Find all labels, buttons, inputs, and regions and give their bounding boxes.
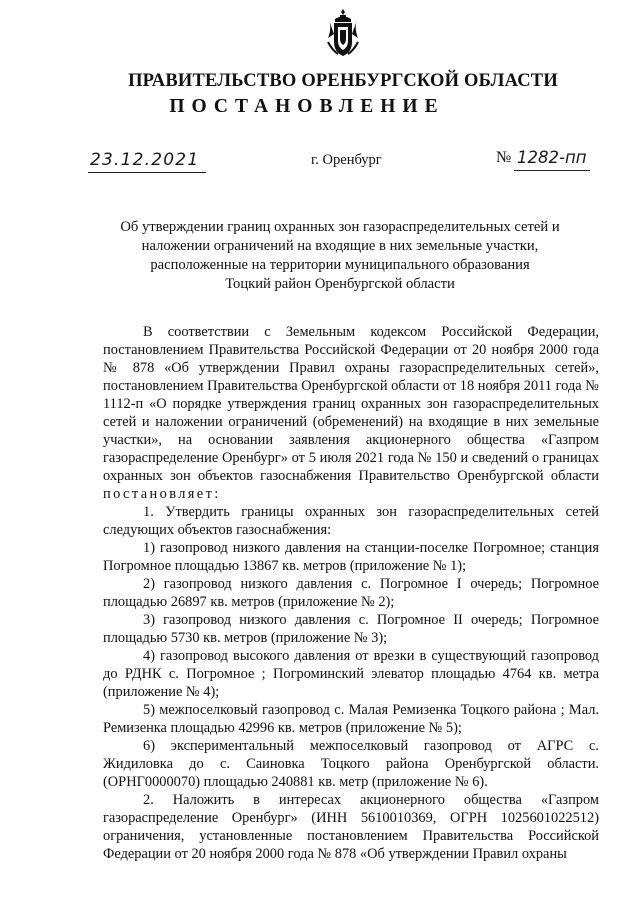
subitem-paragraph: 6) экспериментальный межпоселковый газопровод от АГРС с. Жидиловка до с. Саиновка Тоцкого района Оренбургской области.(ОРНГ0000070) площадью 240881 кв. метр (приложение № 6). bbox=[103, 738, 599, 790]
item-1-paragraph: 1. Утвердить границы охранных зон газораспределительных сетей следующих объектов газоснабжения: bbox=[103, 504, 599, 538]
number-underline bbox=[514, 170, 590, 171]
document-subject bbox=[110, 218, 570, 294]
subject-line: Тоцкий район Оренбургской области bbox=[225, 276, 455, 292]
document-type-title: ПОСТАНОВЛЕНИЕ bbox=[169, 96, 445, 117]
item-2-paragraph: 2. Наложить в интересах акционерного общества «Газпром газораспределение Оренбург» (ИНН 5610010369, ОГРН 1025601022512) ограничения, установленные постановлением Правительства Российской Федерации от 20 ноября 2000 года № 878 «Об утверждении Правил охраны bbox=[103, 792, 599, 862]
subitem-paragraph: 2) газопровод низкого давления с. Погромное I очередь; Погромное площадью 26897 кв. метров (приложение № 2); bbox=[103, 576, 599, 610]
date-underline bbox=[88, 172, 206, 173]
subject-line: расположенные на территории муниципального образования bbox=[150, 257, 530, 273]
preamble-text: В соответствии с Земельным кодексом Российской Федерации, постановлением Правительства Российской Федерации от 20 ноября 2000 года № 878 «Об утверждении Правил охраны газораспределительных сетей», постановлением Правительства Оренбургской области от 18 ноября 2011 года № 1112-п «О порядке утверждения границ охранных зон газораспределительных сетей и наложении ограничений (обременений) на входящие в них земельные участки», на основании заявления акционерного общества «Газпром газораспределение Оренбург» от 5 июля 2021 года № 150 и сведений о границах охранных зон объектов газоснабжения Правительство Оренбургской области bbox=[103, 324, 599, 484]
resolves-word: постановляет: bbox=[103, 486, 221, 502]
subject-line: Об утверждении границ охранных зон газораспределительных сетей и bbox=[120, 219, 560, 235]
subitem-paragraph: 3) газопровод низкого давления с. Погромное II очередь; Погромное площадью 5730 кв. метров (приложение № 3); bbox=[103, 612, 599, 646]
subitem-paragraph: 5) межпоселковый газопровод с. Малая Ремизенка Тоцкого района ; Мал. Ремизенка площадью 42996 кв. метров (приложение № 5); bbox=[103, 702, 599, 736]
coat-of-arms-icon bbox=[326, 8, 360, 58]
handwritten-date: 23.12.2021 bbox=[90, 150, 200, 170]
handwritten-number: 1282-пп bbox=[517, 148, 587, 167]
subitem-paragraph: 1) газопровод низкого давления на станции-поселке Погромное; станция Погромное площадью 13867 кв. метров (приложение № 1); bbox=[103, 540, 599, 574]
subject-line: наложении ограничений на входящие в них земельные участки, bbox=[141, 238, 539, 254]
subitem-paragraph: 4) газопровод высокого давления от врезки в существующий газопровод до РДНК с. Погромное ; Погроминский элеватор площадью 4764 кв. метра (приложение № 4); bbox=[103, 648, 599, 700]
preamble-paragraph bbox=[103, 323, 599, 503]
number-sign: № bbox=[496, 149, 512, 166]
document-body bbox=[103, 323, 599, 863]
organization-title: ПРАВИТЕЛЬСТВО ОРЕНБУРГСКОЙ ОБЛАСТИ bbox=[128, 71, 558, 91]
city-label: г. Оренбург bbox=[311, 152, 382, 168]
